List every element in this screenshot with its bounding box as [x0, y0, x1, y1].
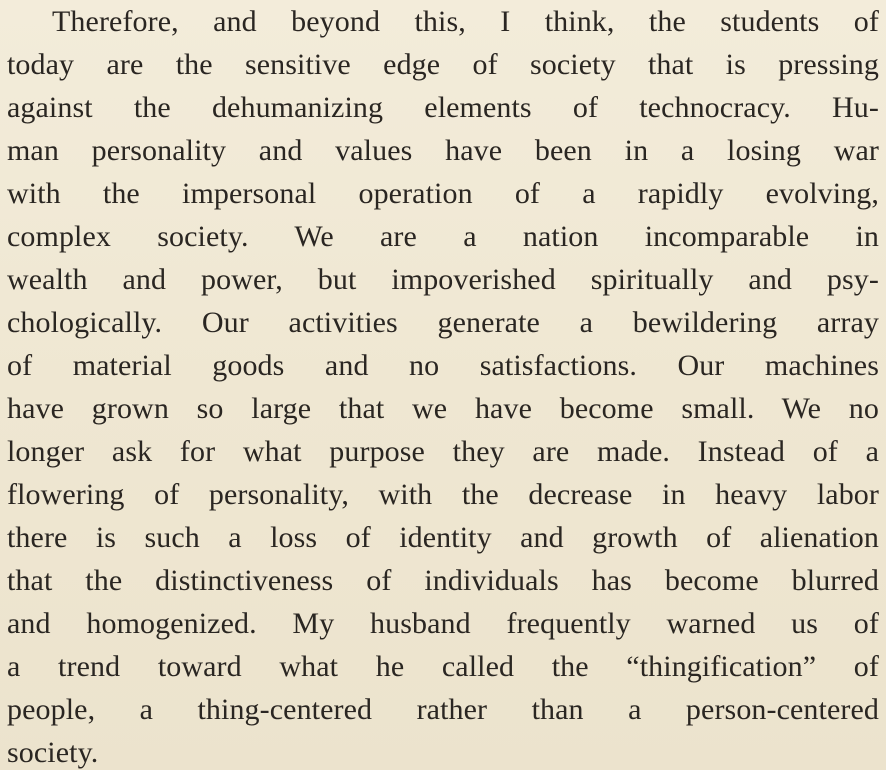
text-line: chologically. Our activities generate a bewildering array	[7, 306, 879, 339]
text-line: a trend toward what he called the “thingification” of	[7, 650, 879, 683]
text-line: longer ask for what purpose they are made. Instead of a	[7, 435, 879, 468]
text-line: and homogenized. My husband frequently warned us of	[7, 607, 879, 640]
text-line: with the impersonal operation of a rapidly evolving,	[7, 177, 879, 210]
text-line: people, a thing-centered rather than a person-centered	[7, 693, 879, 726]
text-line: society.	[7, 736, 99, 769]
text-line: Therefore, and beyond this, I think, the students of	[52, 5, 879, 38]
text-line: man personality and values have been in a losing war	[7, 134, 879, 167]
text-line: there is such a loss of identity and growth of alienation	[7, 521, 879, 554]
text-line: have grown so large that we have become small. We no	[7, 392, 879, 425]
text-line: flowering of personality, with the decrease in heavy labor	[7, 478, 879, 511]
text-line: complex society. We are a nation incomparable in	[7, 220, 879, 253]
text-line: wealth and power, but impoverished spiritually and psy-	[7, 263, 879, 296]
text-line: of material goods and no satisfactions. Our machines	[7, 349, 879, 382]
paragraph	[7, 0, 879, 770]
text-line: today are the sensitive edge of society that is pressing	[7, 48, 879, 81]
text-line: against the dehumanizing elements of technocracy. Hu-	[7, 91, 879, 124]
text-line: that the distinctiveness of individuals has become blurred	[7, 564, 879, 597]
